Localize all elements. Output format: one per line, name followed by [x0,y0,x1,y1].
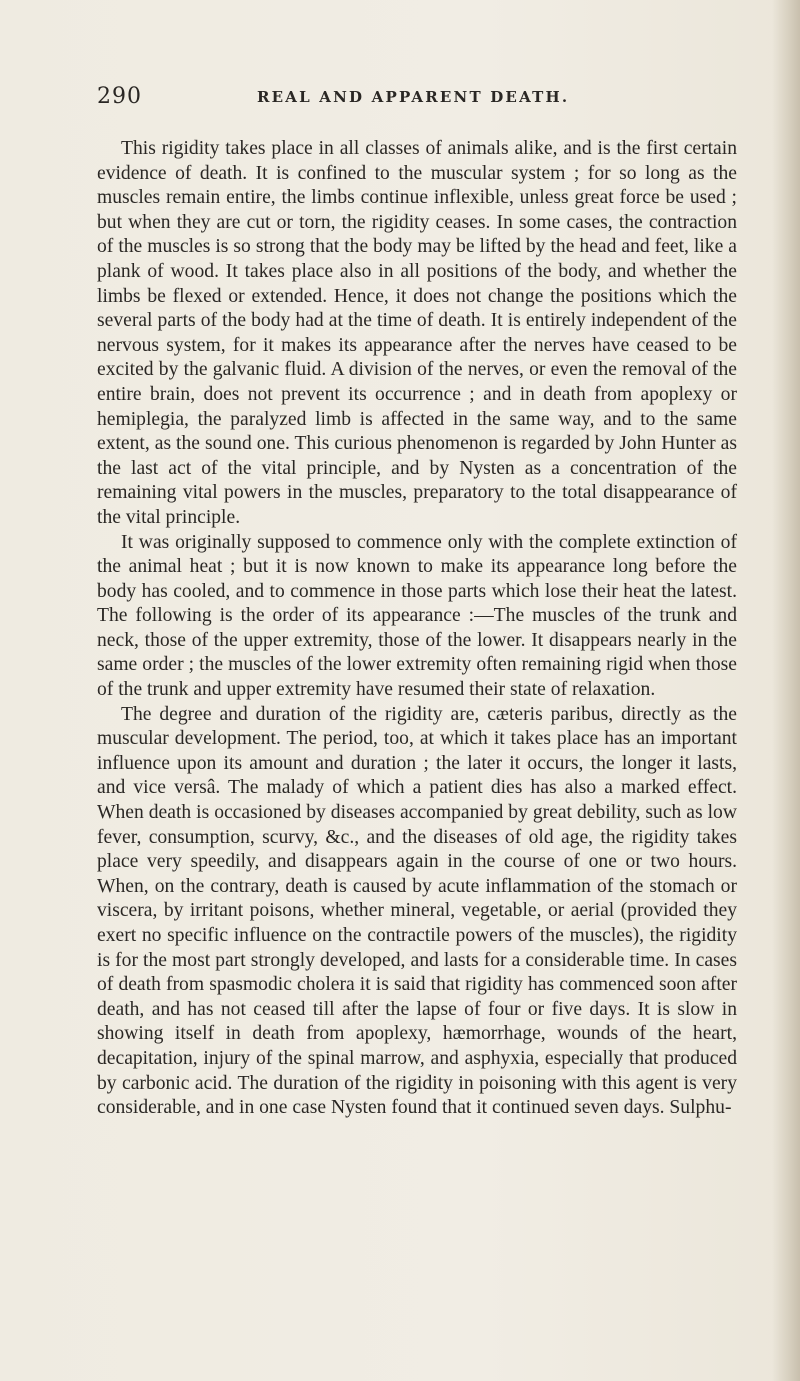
body-text [97,137,737,1121]
paragraph-2: It was originally supposed to commence only with the complete extinction of the animal heat ; but it is now known to make its appearance long before the body has cooled, and to commence in those parts which lose their heat the latest. The following is the order of its appearance :—The muscles of the trunk and neck, those of the upper extremity, those of the lower. It disappears nearly in the same order ; the muscles of the lower extremity often remaining rigid when those of the trunk and upper extremity have resumed their state of relaxation. [97,531,737,701]
page-number: 290 [97,84,142,109]
page-edge-shadow [772,0,800,1381]
paragraph-1: This rigidity takes place in all classes of animals alike, and is the first certain evidence of death. It is confined to the muscular system ; for so long as the muscles remain entire, the limbs continue inflexible, unless great force be used ; but when they are cut or torn, the rigidity ceases. In some cases, the contraction of the muscles is so strong that the body may be lifted by the head and feet, like a plank of wood. It takes place also in all positions of the body, and whether the limbs be flexed or extended. Hence, it does not change the positions which the several parts of the body had at the time of death. It is entirely independent of the nervous system, for it makes its appearance after the nerves have ceased to be excited by the galvanic fluid. A division of the nerves, or even the removal of the entire brain, does not prevent its occurrence ; and in death from apoplexy or hemiplegia, the paralyzed limb is affected in the same way, and to the same extent, as the sound one. This curious phenomenon is regarded by John Hunter as the last act of the vital principle, and by Nysten as a concentration of the remaining vital powers in the muscles, preparatory to the total disappearance of the vital principle. [97,138,737,528]
running-title: REAL AND APPARENT DEATH. [257,88,570,106]
page-header [97,84,737,114]
paragraph-3: The degree and duration of the rigidity are, cæteris paribus, directly as the muscular development. The period, too, at which it takes place has an important influence upon its amount and duration ; the later it occurs, the longer it lasts, and vice versâ. The malady of which a patient dies has also a marked effect. When death is occasioned by diseases accompanied by great debility, such as low fever, consumption, scurvy, &c., and the diseases of old age, the rigidity takes place very speedily, and disappears again in the course of one or two hours. When, on the contrary, death is caused by acute inflammation of the stomach or viscera, by irritant poisons, whether mineral, vegetable, or aerial (provided they exert no specific influence on the contractile powers of the muscles), the rigidity is for the most part strongly developed, and lasts for a considerable time. In cases of death from spasmodic cholera it is said that rigidity has commenced soon after death, and has not ceased till after the lapse of four or five days. It is slow in showing itself in death from apoplexy, hæmorrhage, wounds of the heart, decapitation, injury of the spinal marrow, and asphyxia, especially that produced by carbonic acid. The duration of the rigidity in poisoning with this agent is very considerable, and in one case Nysten found that it continued seven days. Sulphu- [97,703,737,1119]
